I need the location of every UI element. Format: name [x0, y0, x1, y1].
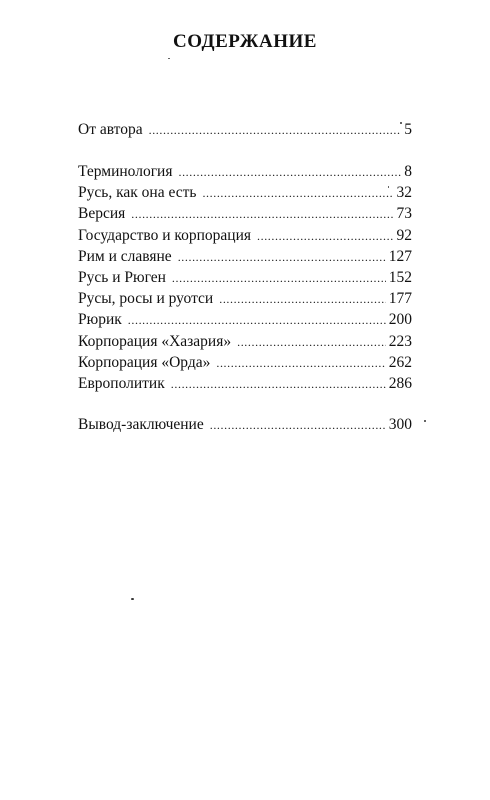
toc-entry[interactable] — [78, 182, 412, 203]
toc-entry-title: Европолитик — [78, 374, 165, 392]
toc-entry-page: 262 — [388, 353, 412, 371]
toc-entry-title: Русь, как она есть — [78, 184, 197, 202]
toc-entry[interactable] — [78, 203, 412, 224]
toc-entry-title: Государство и корпорация — [78, 226, 251, 244]
toc-dot-leader — [131, 204, 393, 225]
toc-entry-title: Терминология — [78, 163, 173, 180]
toc-entry-page: 127 — [388, 247, 412, 265]
toc-dot-leader — [237, 332, 386, 353]
toc-entry[interactable] — [78, 225, 412, 246]
toc-entry-title: Корпорация «Орда» — [78, 353, 211, 371]
toc-entry-page: 5 — [404, 121, 412, 138]
toc-entry-page: 177 — [388, 290, 412, 308]
toc-entry-title: Русы, росы и руотси — [78, 290, 214, 308]
toc-dot-leader — [172, 268, 386, 289]
toc-entry-page: 8 — [404, 163, 412, 180]
toc-dot-leader — [216, 353, 385, 374]
toc-entry-title: Версия — [78, 205, 126, 223]
toc-group-conclusion — [78, 414, 412, 435]
toc-entry[interactable] — [78, 373, 412, 394]
toc-entry-title: От автора — [78, 121, 143, 138]
toc-dot-leader — [149, 120, 402, 141]
toc-entry-page: 223 — [388, 332, 412, 350]
toc-entry[interactable] — [78, 309, 412, 330]
toc-entry[interactable] — [78, 246, 412, 267]
toc-entry[interactable] — [78, 119, 412, 140]
scan-speck — [400, 122, 402, 124]
toc-entry-page: 152 — [388, 268, 412, 286]
toc-group-intro — [78, 119, 412, 140]
scan-speck — [131, 598, 134, 600]
scan-speck — [388, 186, 389, 188]
toc-entry-title: Рюрик — [78, 311, 122, 329]
toc-entry-page: 286 — [388, 374, 412, 392]
toc-entry[interactable] — [78, 414, 412, 435]
toc-entry[interactable] — [78, 352, 412, 373]
toc-entry[interactable] — [78, 267, 412, 288]
toc-dot-leader — [128, 310, 386, 331]
toc-entry-title: Вывод-заключение — [78, 416, 204, 433]
scan-speck — [424, 420, 426, 422]
toc-entry-title: Рим и славяне — [78, 247, 172, 265]
scan-speck — [168, 58, 170, 59]
toc-entry-page: 200 — [388, 311, 412, 329]
toc-dot-leader — [178, 247, 386, 268]
toc-entry-page: 32 — [396, 184, 412, 202]
toc-group-chapters — [78, 161, 412, 394]
toc-dot-leader — [219, 289, 386, 310]
toc-dot-leader — [171, 374, 386, 395]
toc-entry-title: Корпорация «Хазария» — [78, 332, 232, 350]
page-title: СОДЕРЖАНИЕ — [173, 31, 317, 52]
toc-entry-page: 92 — [396, 226, 412, 244]
toc-entry[interactable] — [78, 161, 412, 182]
toc-entry[interactable] — [78, 331, 412, 352]
toc-dot-leader — [210, 415, 386, 436]
toc-entry-title: Русь и Рюген — [78, 268, 166, 286]
toc-entry-page: 73 — [396, 205, 412, 223]
toc-entry[interactable] — [78, 288, 412, 309]
toc-dot-leader — [257, 226, 394, 247]
toc-dot-leader — [178, 162, 401, 183]
toc-entry-page: 300 — [388, 416, 412, 433]
toc-dot-leader — [202, 183, 393, 204]
